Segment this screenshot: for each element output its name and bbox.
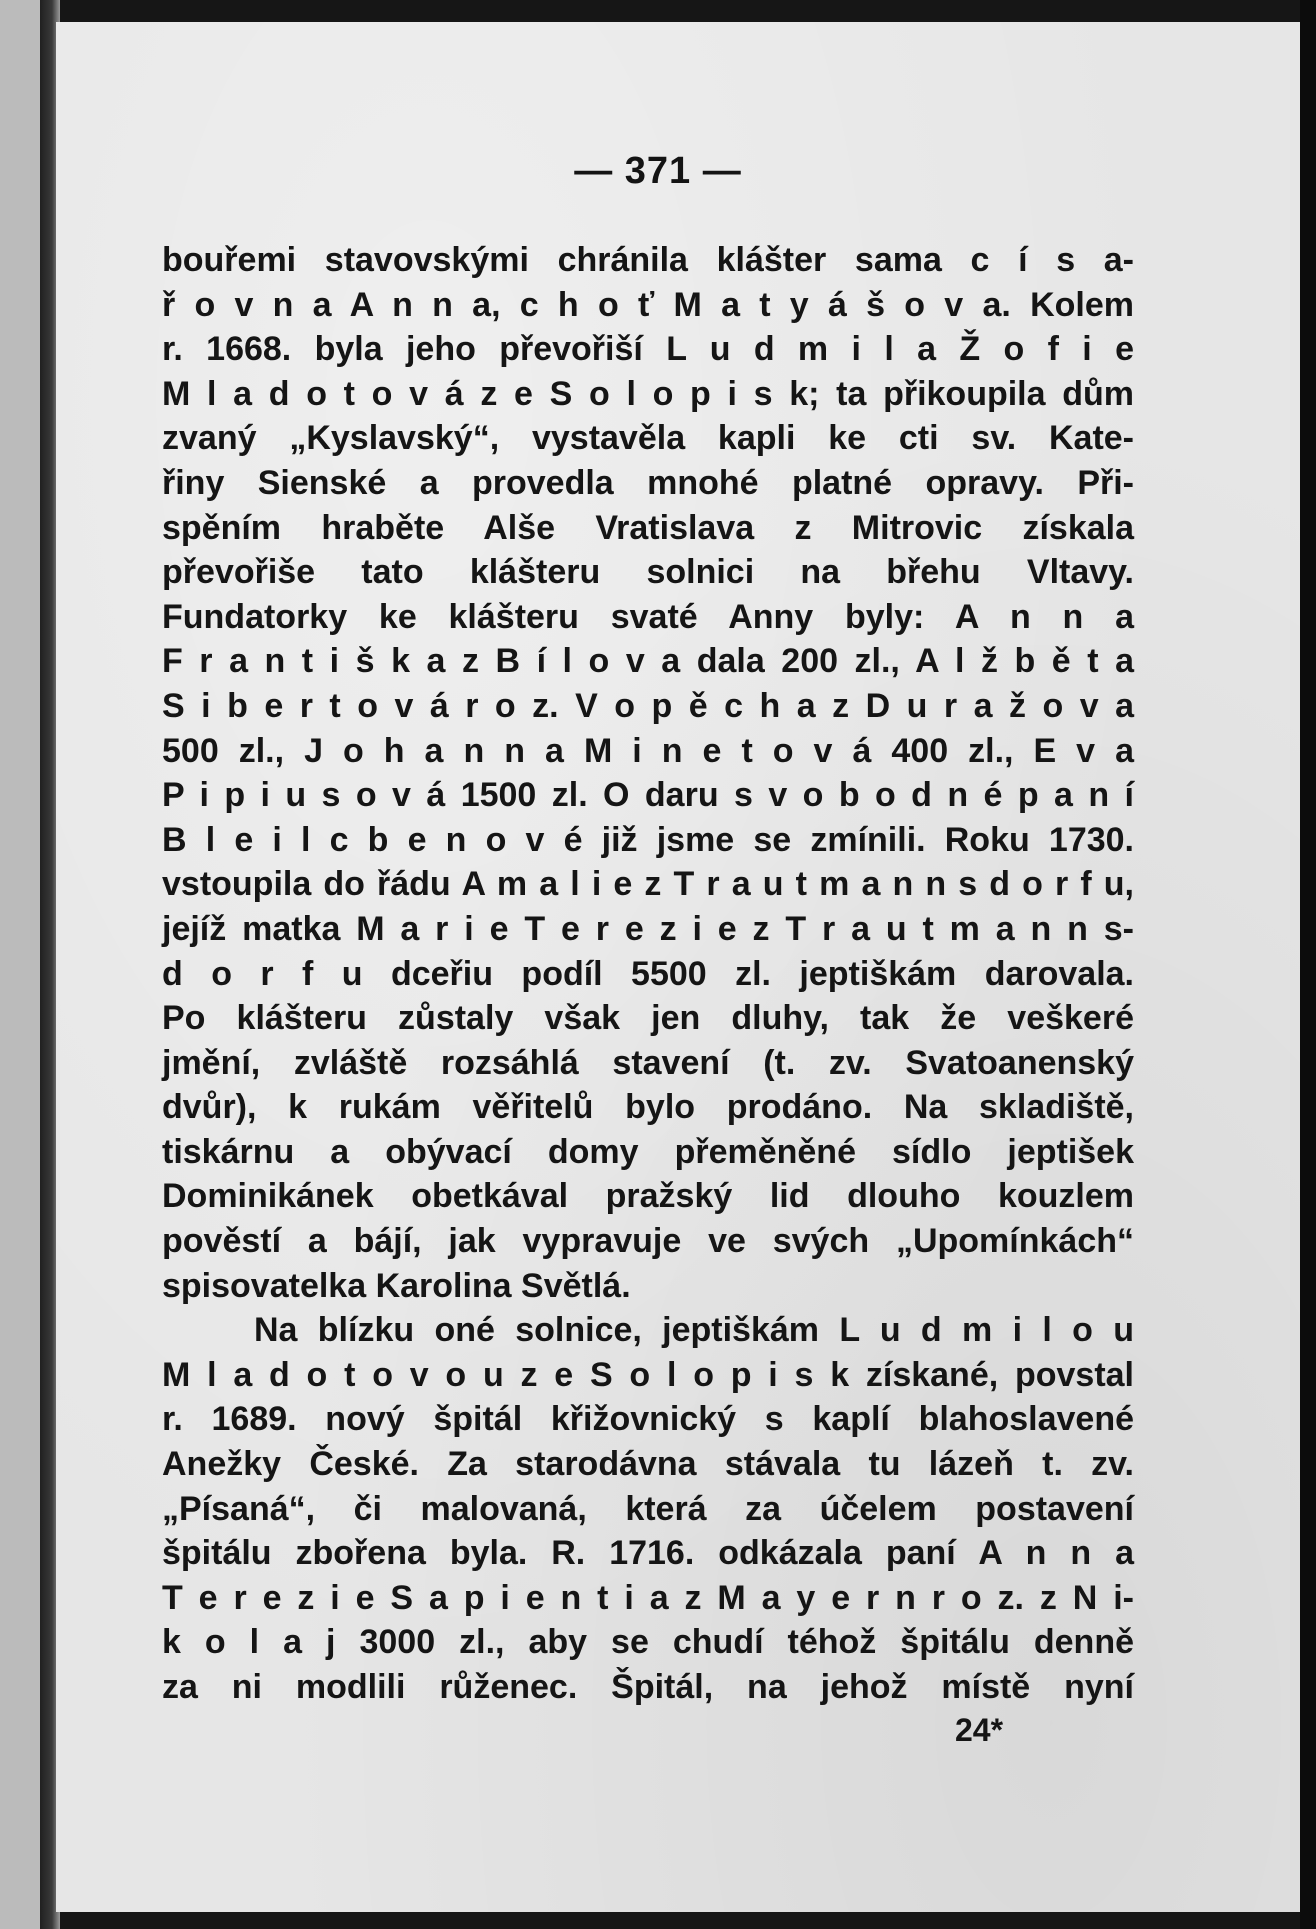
text-line: ř o v n a A n n a, c h o ť M a t y á š o v a. Kolem (162, 285, 1134, 324)
text-line: F r a n t i š k a z B í l o v a dala 200 zl., A l ž b ě t a (162, 642, 1134, 681)
text-line: B l e i l c b e n o v é již jsme se zmínili. Roku 1730. (162, 820, 1134, 859)
text-line: „Písaná“, či malovaná, která za účelem postavení (162, 1489, 1134, 1528)
text-line: Po klášteru zůstaly však jen dluhy, tak že veškeré (162, 999, 1134, 1038)
body-text (162, 238, 1134, 1710)
text-line: Fundatorky ke klášteru svaté Anny byly: A n n a (162, 597, 1134, 636)
text-line: za ni modlili růženec. Špitál, na jehož místě nyní (162, 1668, 1134, 1706)
scan-right-edge (1300, 0, 1316, 1929)
text-line: d o r f u dceřiu podíl 5500 zl. jeptiškám darovala. (162, 954, 1134, 993)
text-line: P i p i u s o v á 1500 zl. O daru s v o b o d n é p a n í (162, 776, 1134, 815)
text-line: řiny Sienské a provedla mnohé platné opravy. Při- (162, 463, 1134, 502)
scan-left-strip (0, 0, 40, 1929)
text-line: dvůr), k rukám věřitelů bylo prodáno. Na skladiště, (162, 1088, 1134, 1127)
text-line: tiskárnu a obývací domy přeměněné sídlo jeptišek (162, 1132, 1134, 1171)
text-line: špitálu zbořena byla. R. 1716. odkázala paní A n n a (162, 1534, 1134, 1573)
text-line: spěním hraběte Alše Vratislava z Mitrovic získala (162, 508, 1134, 547)
signature-mark: 24* (955, 1712, 1004, 1748)
page-number: — 371 — (574, 150, 742, 192)
text-line: M l a d o t o v o u z e S o l o p i s k získané, povstal (162, 1355, 1134, 1394)
paragraph-last-line: spisovatelka Karolina Světlá. (162, 1266, 631, 1305)
text-line: vstoupila do řádu A m a l i e z T r a u t m a n n s d o r f u, (162, 865, 1134, 904)
text-line: jmění, zvláště rozsáhlá stavení (t. zv. Svatoanenský (162, 1043, 1134, 1082)
text-line: jejíž matka M a r i e T e r e z i e z T r a u t m a n n s- (162, 909, 1134, 948)
text-line: k o l a j 3000 zl., aby se chudí téhož špitálu denně (162, 1623, 1134, 1662)
text-line: Anežky České. Za starodávna stávala tu lázeň t. zv. (162, 1445, 1134, 1484)
text-line: r. 1668. byla jeho převořiší L u d m i l a Ž o f i e (162, 330, 1134, 369)
text-line: Dominikánek obetkával pražský lid dlouho kouzlem (162, 1177, 1134, 1216)
text-line: 500 zl., J o h a n n a M i n e t o v á 400 zl., E v a (162, 731, 1134, 770)
text-line: zvaný „Kyslavský“, vystavěla kapli ke cti sv. Kate- (162, 419, 1134, 458)
text-line: r. 1689. nový špitál křižovnický s kaplí blahoslavené (162, 1400, 1134, 1439)
text-line: M l a d o t o v á z e S o l o p i s k; ta přikoupila dům (162, 374, 1134, 413)
text-line: T e r e z i e S a p i e n t i a z M a y e r n r o z. z N i- (162, 1578, 1134, 1617)
paragraph-first-line: Na blízku oné solnice, jeptiškám L u d m i l o u (254, 1311, 1134, 1350)
text-line: bouřemi stavovskými chránila klášter sama c í s a- (162, 241, 1134, 279)
text-line: převořiše tato klášteru solnici na břehu Vltavy. (162, 553, 1134, 592)
text-line: S i b e r t o v á r o z. V o p ě c h a z D u r a ž o v a (162, 686, 1134, 725)
text-line: pověstí a bájí, jak vypravuje ve svých „Upomínkách“ (162, 1222, 1134, 1261)
